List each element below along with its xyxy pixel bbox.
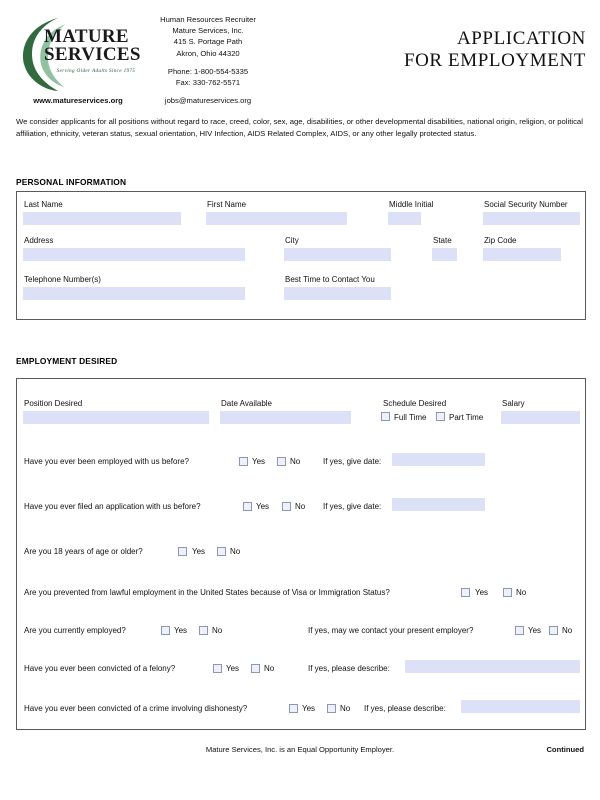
- label-salary: Salary: [502, 399, 525, 408]
- page-title: [404, 28, 586, 72]
- question-visa-status-text: Are you prevented from lawful employment in the United States because of Visa or Immigration Status?: [24, 588, 390, 597]
- label-dishonesty-no: No: [340, 704, 351, 713]
- input-date-available[interactable]: [220, 411, 351, 424]
- input-middle-initial[interactable]: [388, 212, 421, 225]
- section-heading-personal-information: PERSONAL INFORMATION: [16, 177, 127, 187]
- label-state: State: [433, 236, 452, 245]
- checkbox-employed-before-no[interactable]: [277, 457, 286, 466]
- input-filed-application-date[interactable]: [392, 498, 485, 511]
- label-employed-before-yes: Yes: [252, 457, 266, 466]
- logo-line2: SERVICES: [44, 44, 141, 66]
- checkbox-currently-employed-yes[interactable]: [161, 626, 170, 635]
- checkbox-dishonesty-no[interactable]: [327, 704, 336, 713]
- input-zip-code[interactable]: [483, 248, 561, 261]
- question-currently-employed-text: Are you currently employed?: [24, 626, 126, 635]
- question-felony-text: Have you ever been convicted of a felony?: [24, 664, 176, 673]
- checkbox-contact-employer-no[interactable]: [549, 626, 558, 635]
- footer-continued-label: Continued: [546, 745, 584, 754]
- input-social-security-number[interactable]: [483, 212, 580, 225]
- label-employed-before-no: No: [290, 457, 301, 466]
- checkbox-currently-employed-no[interactable]: [199, 626, 208, 635]
- label-felony-followup: If yes, please describe:: [308, 664, 390, 673]
- page-title-line2: FOR EMPLOYMENT: [403, 50, 586, 71]
- contact-fax: Fax: 330-762-5571: [175, 78, 241, 88]
- label-felony-no: No: [264, 664, 275, 673]
- label-employed-before-followup: If yes, give date:: [323, 457, 382, 466]
- contact-street: 415 S. Portage Path: [173, 37, 243, 47]
- label-date-available: Date Available: [221, 399, 272, 408]
- label-visa-status-no: No: [516, 588, 527, 597]
- label-filed-application-no: No: [295, 502, 306, 511]
- label-age-18-no: No: [230, 547, 241, 556]
- employment-desired-box: [16, 378, 586, 730]
- label-filed-application-followup: If yes, give date:: [323, 502, 382, 511]
- label-zip-code: Zip Code: [484, 236, 517, 245]
- checkbox-employed-before-yes[interactable]: [239, 457, 248, 466]
- checkbox-dishonesty-yes[interactable]: [289, 704, 298, 713]
- label-part-time: Part Time: [449, 413, 484, 422]
- label-filed-application-yes: Yes: [256, 502, 270, 511]
- label-currently-employed-no: No: [212, 626, 223, 635]
- label-age-18-yes: Yes: [192, 547, 206, 556]
- input-city[interactable]: [284, 248, 391, 261]
- input-position-desired[interactable]: [23, 411, 209, 424]
- checkbox-felony-yes[interactable]: [213, 664, 222, 673]
- label-contact-employer-yes: Yes: [528, 626, 542, 635]
- label-currently-employed-yes: Yes: [174, 626, 188, 635]
- label-social-security-number: Social Security Number: [484, 200, 568, 209]
- label-telephone-numbers: Telephone Number(s): [24, 275, 101, 284]
- input-employed-before-date[interactable]: [392, 453, 485, 466]
- label-middle-initial: Middle Initial: [389, 200, 434, 209]
- contact-block: [137, 14, 279, 88]
- page-header: [0, 0, 600, 112]
- label-contact-employer-no: No: [562, 626, 573, 635]
- section-heading-employment-desired: EMPLOYMENT DESIRED: [16, 356, 118, 366]
- contact-recruiter: Human Resources Recruiter: [160, 15, 256, 24]
- logo-wordmark: [44, 28, 144, 64]
- input-state[interactable]: [432, 248, 457, 261]
- logo-tagline: Serving Older Adults Since 1975: [56, 68, 136, 74]
- label-contact-employer-followup: If yes, may we contact your present employer?: [308, 626, 474, 635]
- label-position-desired: Position Desired: [24, 399, 83, 408]
- label-first-name: First Name: [207, 200, 247, 209]
- checkbox-age-18-no[interactable]: [217, 547, 226, 556]
- label-dishonesty-followup: If yes, please describe:: [364, 704, 446, 713]
- label-address: Address: [24, 236, 54, 245]
- contact-phone: Phone: 1-800-554-5335: [167, 66, 249, 76]
- input-first-name[interactable]: [206, 212, 347, 225]
- personal-information-box: [16, 191, 586, 320]
- label-best-time-to-contact: Best Time to Contact You: [285, 275, 375, 284]
- question-age-18-text: Are you 18 years of age or older?: [24, 547, 143, 556]
- question-dishonesty-text: Have you ever been convicted of a crime involving dishonesty?: [24, 704, 248, 713]
- question-employed-before-text: Have you ever been employed with us before?: [24, 457, 189, 466]
- label-city: City: [285, 236, 299, 245]
- input-salary[interactable]: [501, 411, 580, 424]
- checkbox-filed-application-yes[interactable]: [243, 502, 252, 511]
- checkbox-filed-application-no[interactable]: [282, 502, 291, 511]
- page-title-line1: APPLICATION: [456, 28, 586, 49]
- label-schedule-desired: Schedule Desired: [383, 399, 447, 408]
- input-telephone-numbers[interactable]: [23, 287, 245, 300]
- company-logo: [14, 12, 142, 96]
- checkbox-full-time[interactable]: [381, 412, 390, 421]
- checkbox-visa-status-yes[interactable]: [461, 588, 470, 597]
- checkbox-age-18-yes[interactable]: [178, 547, 187, 556]
- checkbox-visa-status-no[interactable]: [503, 588, 512, 597]
- website-link[interactable]: www.matureservices.org: [33, 96, 123, 105]
- contact-company: Mature Services, Inc.: [172, 26, 244, 36]
- checkbox-contact-employer-yes[interactable]: [515, 626, 524, 635]
- logo-line1: MATURE: [44, 26, 129, 47]
- label-dishonesty-yes: Yes: [302, 704, 316, 713]
- input-felony-describe[interactable]: [405, 660, 580, 673]
- label-full-time: Full Time: [394, 413, 427, 422]
- checkbox-felony-no[interactable]: [251, 664, 260, 673]
- input-dishonesty-describe[interactable]: [461, 700, 580, 713]
- label-visa-status-yes: Yes: [475, 588, 489, 597]
- equal-opportunity-disclaimer: We consider applicants for all positions without regard to race, creed, color, sex, age, disabilities, or other developmental disabilities, national origin, religion, or political affiliation, ethnicity, veteran status, sexual orientation, HIV Infection, AIDS Related Complex, AIDS, or any other legally protected status.: [16, 117, 583, 138]
- label-last-name: Last Name: [24, 200, 63, 209]
- input-last-name[interactable]: [23, 212, 181, 225]
- checkbox-part-time[interactable]: [436, 412, 445, 421]
- contact-citystate: Akron, Ohio 44320: [176, 48, 240, 58]
- footer-eoe-statement: Mature Services, Inc. is an Equal Opportunity Employer.: [205, 745, 395, 754]
- email-link[interactable]: jobs@matureservices.org: [164, 96, 252, 105]
- contact-spacer: [137, 59, 279, 66]
- label-felony-yes: Yes: [226, 664, 240, 673]
- input-best-time-to-contact[interactable]: [284, 287, 391, 300]
- input-address[interactable]: [23, 248, 245, 261]
- question-filed-application-text: Have you ever filed an application with us before?: [24, 502, 201, 511]
